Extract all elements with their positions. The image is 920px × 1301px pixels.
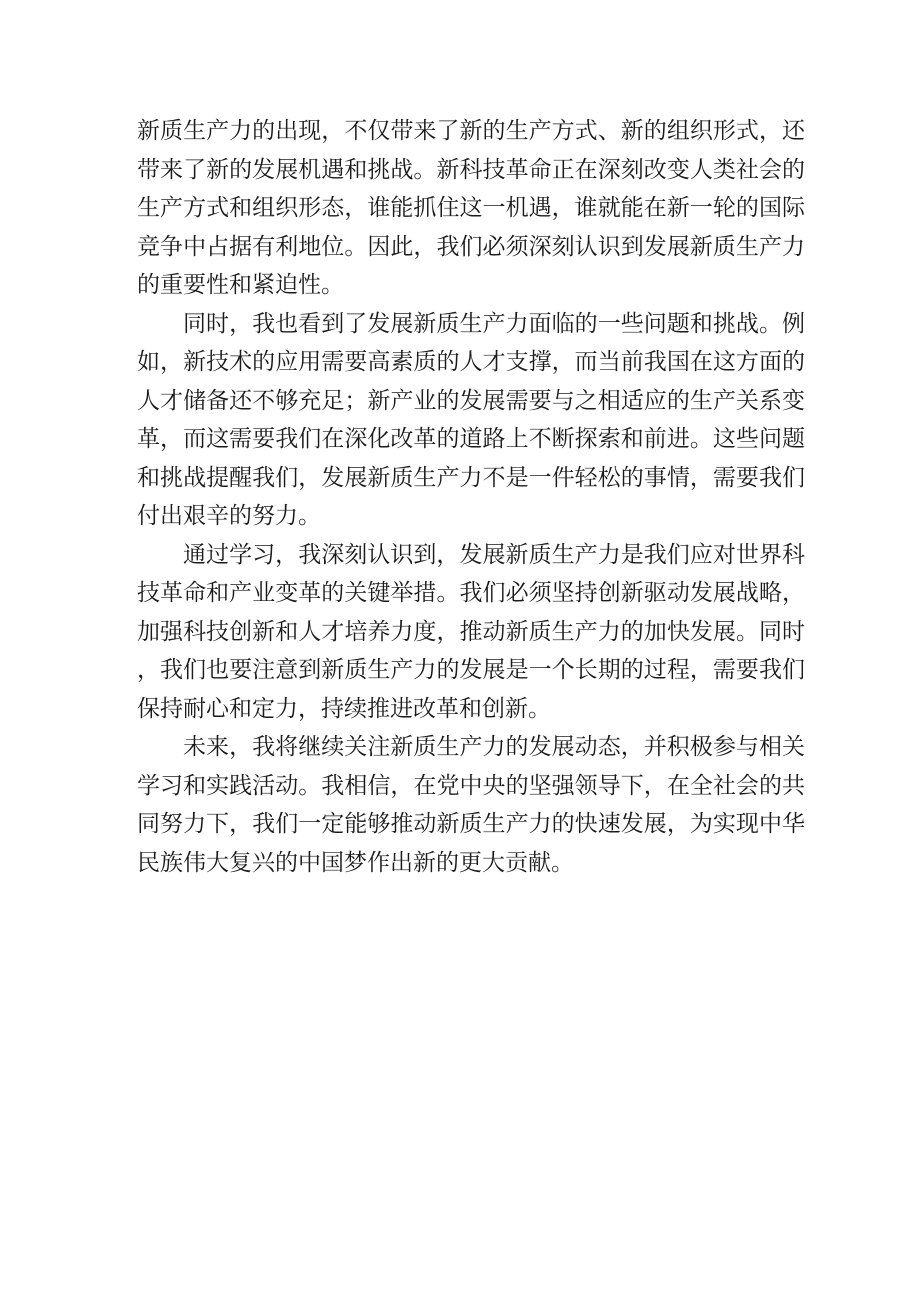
paragraph-4: 未来，我将继续关注新质生产力的发展动态，并积极参与相关学习和实践活动。我相信，在党中央的坚强领导下，在全社会的共同努力下，我们一定能够推动新质生产力的快速发展，为实现中华民族伟大复兴的中国梦作出新的更大贡献。 (137, 734, 805, 876)
paragraph-3: 通过学习，我深刻认识到，发展新质生产力是我们应对世界科技革命和产业变革的关键举措。我们必须坚持创新驱动发展战略，加强科技创新和人才培养力度，推动新质生产力的加快发展。同时，我们也要注意到新质生产力的发展是一个长期的过程，需要我们保持耐心和定力，持续推进改革和创新。 (137, 541, 805, 722)
document-body (137, 112, 805, 882)
paragraph-1: 新质生产力的出现，不仅带来了新的生产方式、新的组织形式，还带来了新的发展机遇和挑战。新科技革命正在深刻改变人类社会的生产方式和组织形态，谁能抓住这一机遇，谁就能在新一轮的国际竞争中占据有利地位。因此，我们必须深刻认识到发展新质生产力的重要性和紧迫性。 (137, 118, 805, 298)
paragraph-2: 同时，我也看到了发展新质生产力面临的一些问题和挑战。例如，新技术的应用需要高素质的人才支撑，而当前我国在这方面的人才储备还不够充足；新产业的发展需要与之相适应的生产关系变革，而这需要我们在深化改革的道路上不断探索和前进。这些问题和挑战提醒我们，发展新质生产力不是一件轻松的事情，需要我们付出艰辛的努力。 (137, 310, 805, 529)
